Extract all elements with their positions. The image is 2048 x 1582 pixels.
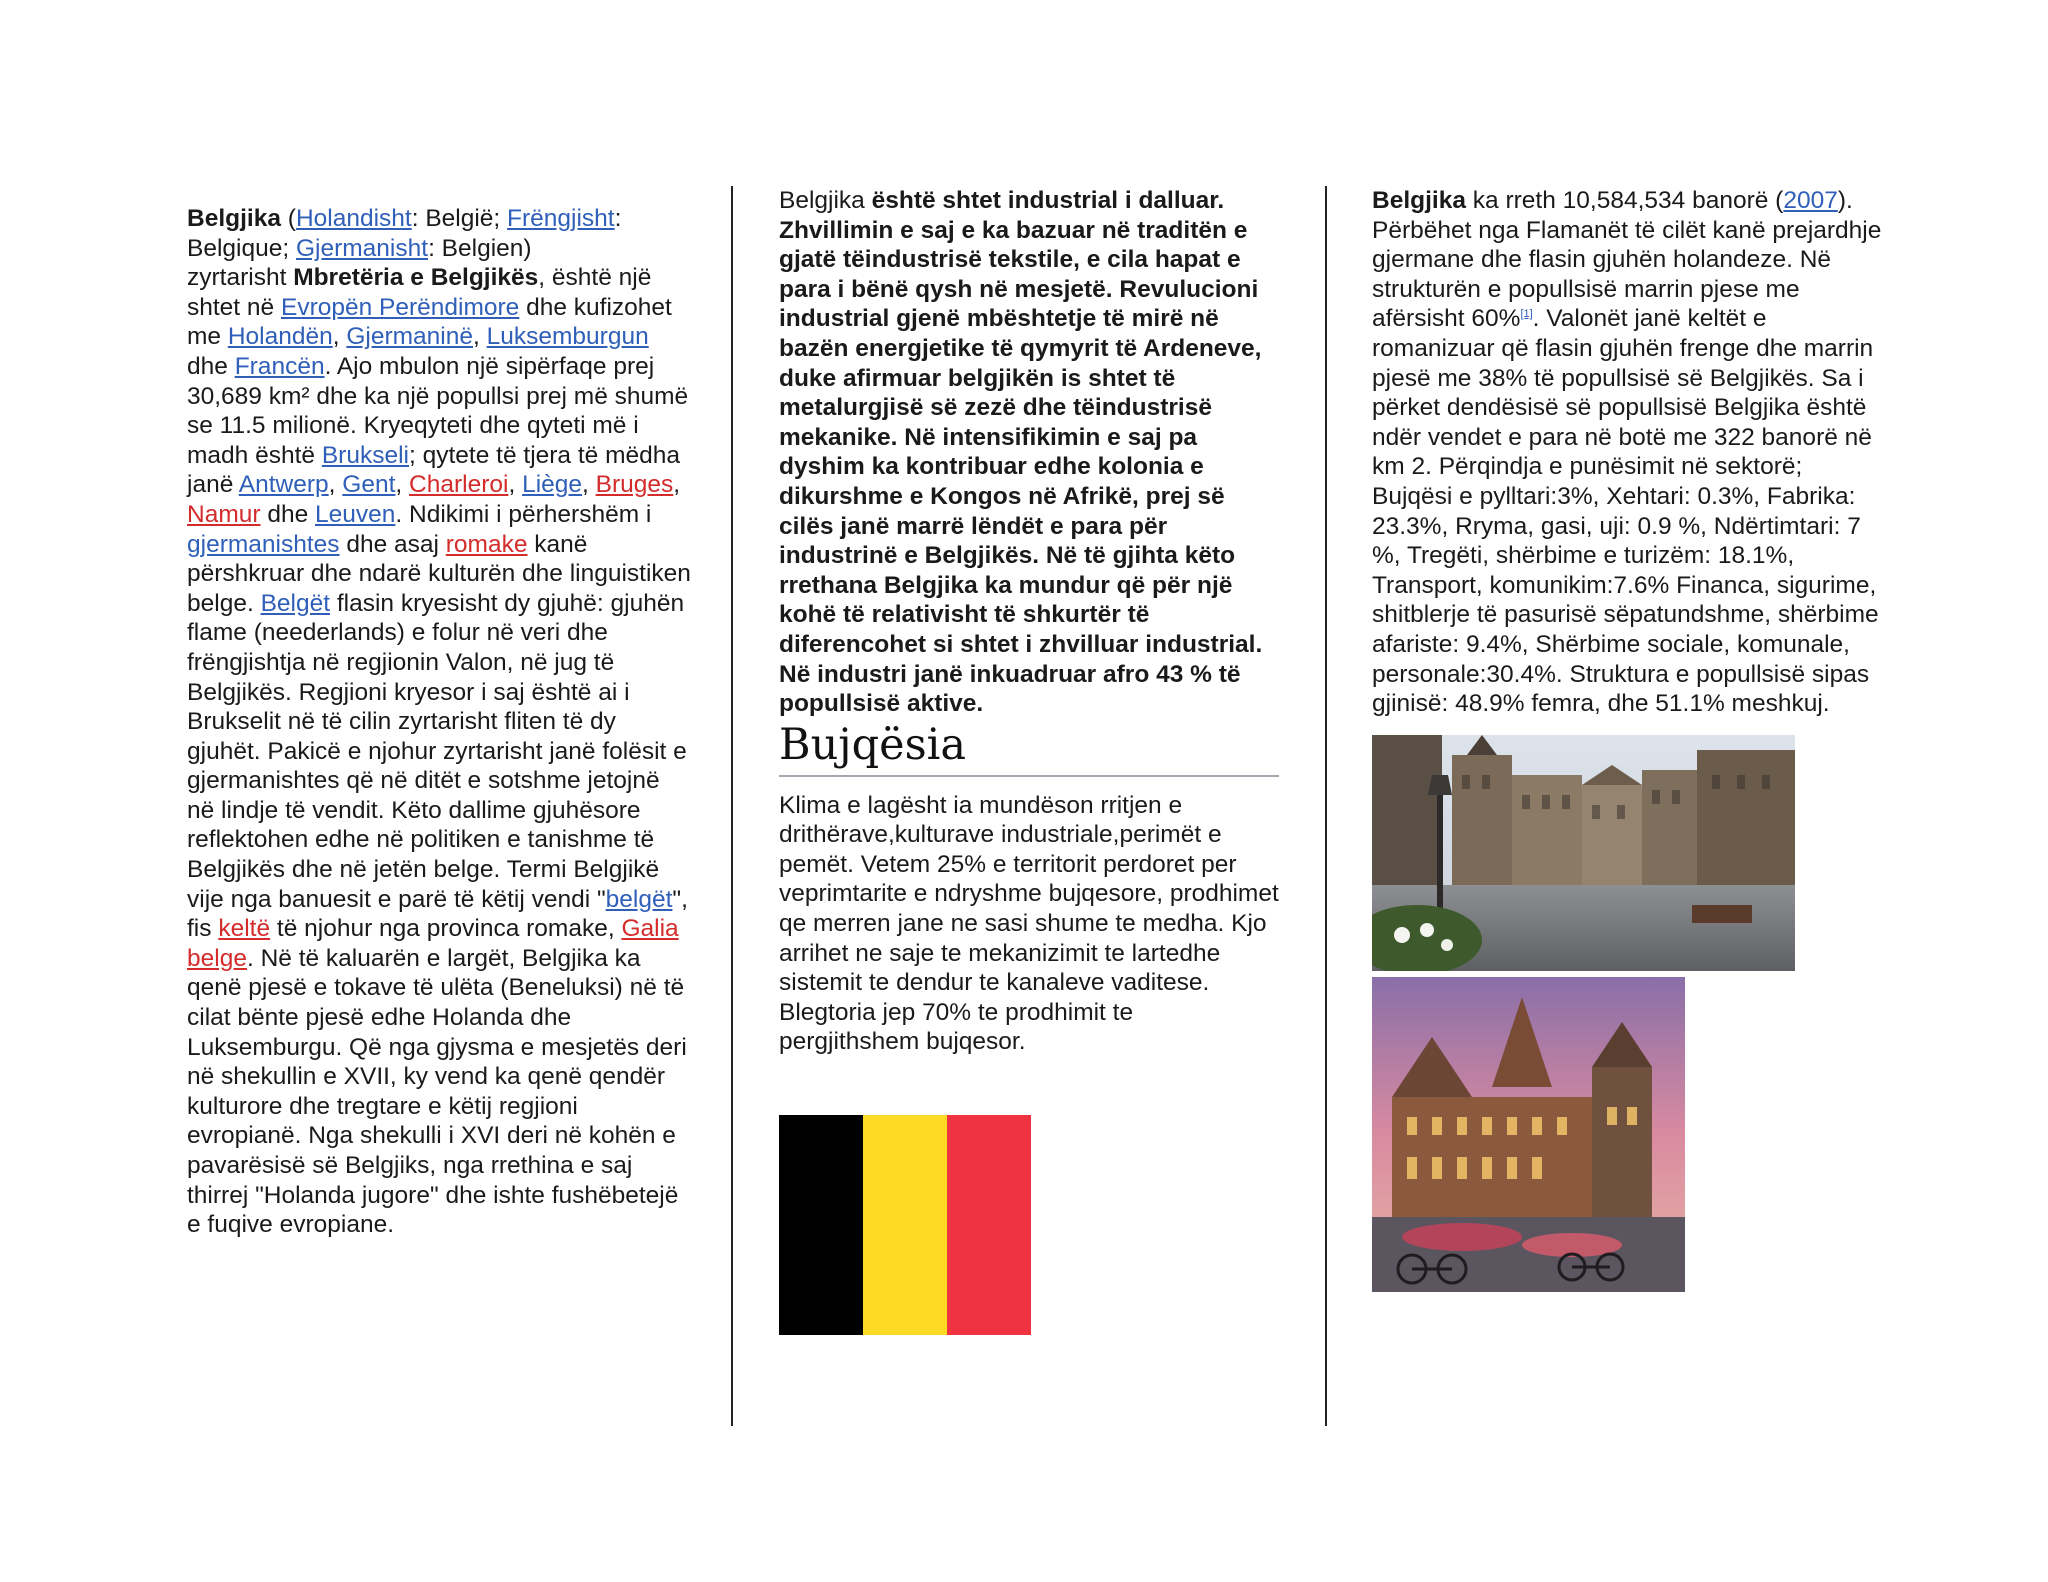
link-holandisht[interactable]: Holandisht (295, 205, 412, 232)
flag-stripe-red (947, 1115, 1031, 1335)
link-namur[interactable]: Namur (187, 500, 261, 528)
subject-name: Belgjika (187, 205, 281, 232)
link-leuven[interactable]: Leuven (315, 500, 396, 528)
column-population (1372, 186, 1882, 1292)
link-2007[interactable]: 2007 (1783, 187, 1838, 214)
column-divider-left (731, 186, 733, 1426)
link-holanden[interactable]: Holandën (227, 323, 333, 351)
link-kelte[interactable]: keltë (218, 915, 271, 943)
link-charleroi[interactable]: Charleroi (409, 471, 509, 499)
link-belget[interactable]: Belgët (260, 589, 331, 617)
link-gjermanishtes[interactable]: gjermanishtes (187, 530, 340, 558)
link-antwerp[interactable]: Antwerp (238, 471, 329, 499)
link-evropen-perendimore[interactable]: Evropën Perëndimore (280, 293, 520, 321)
column-economy (779, 186, 1279, 1335)
population-paragraph: Belgjika ka rreth 10,584,534 banorë (2007). Përbëhet nga Flamanët të cilët kanë prejardhje gjermane dhe flasin gjuhën holandeze. Në strukturën e popullsisë marrin pjese me afërsisht 60%[1]. Valonët janë keltët e romanizuar që flasin gjuhën frenge dhe marrin pjesë me 38% të popullsisë së Belgjikës. Sa i përket dendësisë së popullsisë Belgjika është ndër vendet e para në botë me 322 banorë në km 2. Përqindja e punësimit në sektorë; Bujqësi e pylltari:3%, Xehtari: 0.3%, Fabrika: 23.3%, Rryma, gasi, uji: 0.9 %, Ndërtimtari: 7 %, Tregëti, shërbime e turizëm: 18.1%, Transport, komunikim:7.6% Financa, sigurime, shitblerje të pasurisë sëpatundshme, shërbime afariste: 9.4%, Shërbime sociale, komunale, personale:30.4%. Struktura e popullsisë sipas gjinisë: 48.9% femra, dhe 51.1% meshkuj. (1372, 187, 1882, 718)
town-hall-sunset-photo (1372, 977, 1685, 1292)
flag-stripe-yellow (863, 1115, 947, 1335)
link-frengjisht[interactable]: Frëngjisht (507, 205, 615, 232)
link-gjermanisht[interactable]: Gjermanisht (295, 234, 429, 262)
link-romake[interactable]: romake (445, 530, 528, 558)
official-name: Mbretëria e Belgjikës (293, 264, 539, 292)
industry-paragraph: Belgjika është shtet industrial i dalluar. Zhvillimin e saj e ka bazuar në traditën e gjatë tëindustrisë tekstile, e cila hapat e para i bënë qysh në mesjetë. Revulucioni industrial gjenë mbështetje të mirë në bazën energjetike të qymyrit të Ardeneve, duke afirmuar belgjikën is shtet të metalurgjisë së zezë dhe tëindustrisë mekanike. Në intensifikimin e saj pa dyshim ka kontribuar edhe kolonia e dikurshme e Kongos në Afrikë, prej së cilës janë marrë lëndët e para për industrinë e Belgjikës. Në të gjihta këto rrethana Belgjika ka mundur që për një kohë të relativisht të shkurtër të diferencohet si shtet i zhvilluar industrial. Në industri janë inkuadruar afro 43 % të popullsisë aktive. (779, 187, 1263, 718)
link-luksemburgun[interactable]: Luksemburgun (486, 323, 649, 351)
belgium-flag-image (779, 1115, 1031, 1335)
link-francen[interactable]: Francën (234, 352, 325, 380)
grand-place-photo (1372, 735, 1795, 971)
reference-link-1[interactable]: [1] (1520, 308, 1533, 321)
link-liege[interactable]: Liège (522, 471, 583, 499)
link-bruges[interactable]: Bruges (595, 471, 674, 499)
flag-stripe-black (779, 1115, 863, 1335)
agriculture-paragraph: Klima e lagësht ia mundëson rritjen e drithërave,kulturave industriale,perimët e pemët. Vetem 25% e territorit perdoret per veprimtarite e ndryshme bujqesore, prodhimet qe merren jane ne sasi shume te medha. Kjo arrihet ne saje te mekanizimit te lartedhe sistemit te dendur te kanaleve vaditese. Blegtoria jep 70% te prodhimit te pergjithshem bujqesor. (779, 791, 1279, 1056)
link-gent[interactable]: Gent (342, 471, 396, 499)
column-intro: Belgjika (Holandisht: België; Frëngjisht: Belgique; Gjermanisht: Belgien) zyrtarisht Mbretëria e Belgjikës, është një shtet në Evropën Perëndimore dhe kufizohet me Holandën, Gjermaninë, Luksemburgun dhe Francën. Ajo mbulon një sipërfaqe prej 30,689 km² dhe ka një popullsi prej më shumë se 11.5 milionë. Kryeqyteti dhe qyteti më i madh është Brukseli; qytete të tjera të mëdha janë Antwerp, Gent, Charleroi, Liège, Bruges, Namur dhe Leuven. Ndikimi i përhershëm i gjermanishtes dhe asaj romake kanë përshkruar dhe ndarë kulturën dhe linguistiken belge. Belgët flasin kryesisht dy gjuhë: gjuhën flame (neederlands) e folur në veri dhe frëngjishtja në regjionin Valon, në jug të Belgjikës. Regjioni kryesor i saj është ai i Brukselit në të cilin zyrtarisht fliten të dy gjuhët. Pakicë e njohur zyrtarisht janë folësit e gjermanishtes që në ditët e sotshme jetojnë në lindje të vendit. Këto dallime gjuhësore reflektohen edhe në politiken e tanishme të Belgjikës dhe në jetën belge. Termi Belgjikë vije nga banuesit e parë të këtij vendi "belgët", fis keltë të njohur nga provinca romake, Galia belge. Në të kaluarën e largët, Belgjika ka qenë pjesë e tokave të ulëta (Beneluksi) në të cilat bënte pjesë edhe Holanda dhe Luksemburgu. Që nga gjysma e mesjetës deri në shekullin e XVII, ky vend ka qenë qendër kulturore dhe tregtare e këtij regjioni evropianë. Nga shekulli i XVI deri në kohën e pavarësisë së Belgjiks, nga rrethina e saj thirrej "Holanda jugore" dhe ishte fushëbetejë e fuqive evropiane. (187, 205, 691, 1239)
section-heading-bujqesia: Bujqësia (779, 719, 1279, 777)
link-galia-belge[interactable]: Galia belge (187, 915, 679, 972)
link-belget-lower[interactable]: belgët (605, 885, 673, 913)
column-divider-right (1325, 186, 1327, 1426)
link-gjermanine[interactable]: Gjermaninë (346, 323, 473, 351)
link-brukseli[interactable]: Brukseli (321, 441, 409, 469)
